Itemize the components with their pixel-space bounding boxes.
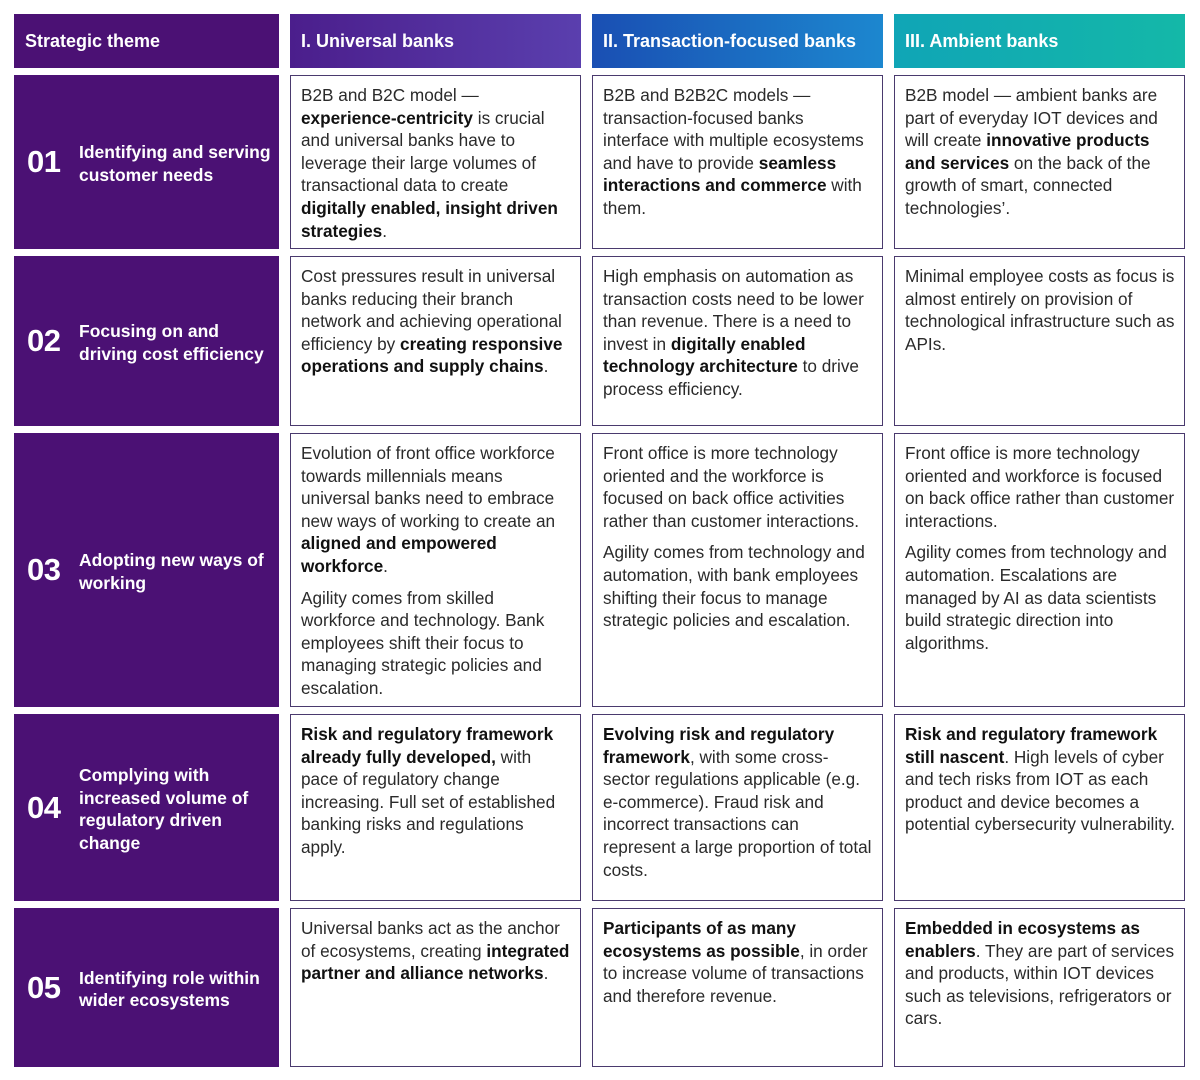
cell-paragraph [905, 265, 1176, 355]
emphasis-text: digitally enabled, insight driven strategies [301, 197, 558, 241]
emphasis-text: seamless interactions and commerce [603, 152, 837, 196]
cell-05-transaction-focused-banks [592, 908, 883, 1067]
emphasis-text: experience-centricity [301, 107, 473, 128]
cell-04-transaction-focused-banks [592, 714, 883, 901]
body-text: on the back of the growth of smart, connected technologies’. [905, 152, 1151, 218]
cell-03-universal-banks [290, 433, 581, 707]
body-text: Universal banks act as the anchor of ecosystems, creating [301, 918, 560, 961]
body-text: . High levels of cyber and tech risks from IOT as each product and device becomes a potential cybersecurity vulnerability. [905, 746, 1176, 835]
cell-01-ambient-banks [894, 75, 1185, 249]
emphasis-text: creating responsive operations and supply chains [301, 333, 563, 377]
body-text: with pace of regulatory change increasing. Full set of established banking risks and regulations apply. [301, 746, 556, 857]
cell-paragraph [301, 723, 572, 859]
theme-cell-05 [14, 908, 279, 1067]
cell-paragraph [905, 541, 1176, 654]
cell-05-universal-banks [290, 908, 581, 1067]
body-text: . [383, 555, 388, 576]
body-text: Agility comes from technology and automation, with bank employees shifting their focus to manage strategic policies and escalation. [603, 542, 865, 631]
emphasis-text: innovative products and services [905, 130, 1150, 173]
body-text: Evolution of front office workforce towards millennials means universal banks need to embrace new ways of working to create an [301, 443, 556, 531]
body-text: B2B and B2B2C models — transaction-focused banks interface with multiple ecosystems and have to provide [603, 85, 864, 173]
strategic-theme-table [14, 14, 1185, 1067]
emphasis-text: Risk and regulatory framework still nascent [905, 724, 1158, 767]
cell-05-ambient-banks [894, 908, 1185, 1067]
cell-paragraph [301, 442, 572, 578]
theme-cell-01 [14, 75, 279, 249]
body-text: . [382, 220, 387, 241]
cell-paragraph [301, 265, 572, 378]
cell-paragraph [905, 442, 1176, 532]
emphasis-text: aligned and empowered workforce [301, 533, 497, 576]
body-text: is crucial and universal banks have to leverage their large volumes of transactional data to create [301, 107, 545, 196]
body-text: Minimal employee costs as focus is almost entirely on provision of technological infrastructure such as APIs. [905, 266, 1175, 354]
cell-paragraph [603, 541, 874, 631]
cell-01-universal-banks [290, 75, 581, 249]
body-text: Cost pressures result in universal banks reducing their branch network and achieving operational efficiency by [301, 266, 562, 354]
cell-03-ambient-banks [894, 433, 1185, 707]
emphasis-text: integrated partner and alliance networks [301, 940, 570, 984]
cell-04-ambient-banks [894, 714, 1185, 901]
cell-paragraph [603, 84, 874, 220]
cell-paragraph [603, 265, 874, 401]
body-text: with them. [603, 175, 862, 218]
body-text: . [543, 963, 549, 984]
theme-title: Adopting new ways of working [79, 550, 264, 593]
theme-title: Identifying and serving customer needs [79, 142, 271, 185]
cell-paragraph [905, 84, 1176, 220]
body-text: Agility comes from technology and automation. Escalations are managed by AI as data scientists build strategic direction into algorithms. [905, 542, 1167, 653]
cell-paragraph [603, 723, 874, 881]
theme-number: 02 [27, 323, 61, 358]
body-text: Front office is more technology oriented and the workforce is focused on back office activities rather than customer interactions. [603, 443, 860, 531]
header-strategic-theme: Strategic theme [14, 14, 279, 68]
cell-paragraph [603, 442, 874, 532]
emphasis-text: Participants of as many ecosystems as possible [603, 918, 800, 961]
body-text: , in order to increase volume of transactions and therefore revenue. [603, 940, 868, 1006]
cell-paragraph [301, 587, 572, 700]
theme-title: Focusing on and driving cost efficiency [79, 321, 264, 364]
theme-number: 05 [27, 969, 61, 1005]
cell-02-universal-banks [290, 256, 581, 426]
cell-02-ambient-banks [894, 256, 1185, 426]
cell-01-transaction-focused-banks [592, 75, 883, 249]
cell-03-transaction-focused-banks [592, 433, 883, 707]
theme-number: 01 [27, 144, 61, 179]
cell-paragraph [603, 917, 874, 1007]
body-text: B2B model — ambient banks are part of everyday IOT devices and will create [905, 85, 1158, 151]
body-text: . They are part of services and products, within IOT devices such as televisions, refrigerators or cars. [905, 940, 1175, 1029]
cell-02-transaction-focused-banks [592, 256, 883, 426]
emphasis-text: digitally enabled technology architecture [603, 333, 806, 377]
emphasis-text: Risk and regulatory framework already fully developed, [301, 724, 554, 767]
body-text: , with some cross-sector regulations applicable (e.g. e-commerce). Fraud risk and incorrect transactions can represent a large proportion of total costs. [603, 746, 872, 880]
body-text: . [543, 356, 549, 377]
body-text: Front office is more technology oriented and workforce is focused on back office rather than customer interactions. [905, 443, 1175, 531]
header-transaction-focused-banks: II. Transaction-focused banks [592, 14, 883, 68]
cell-paragraph [905, 917, 1176, 1030]
body-text: B2B and B2C model — [301, 85, 479, 105]
header-universal-banks: I. Universal banks [290, 14, 581, 68]
theme-cell-04 [14, 714, 279, 901]
cell-paragraph [301, 917, 572, 985]
cell-paragraph [301, 84, 572, 242]
emphasis-text: Embedded in ecosystems as enablers [905, 918, 1140, 961]
body-text: High emphasis on automation as transaction costs need to be lower than revenue. There is a need to invest in [603, 266, 864, 354]
emphasis-text: Evolving risk and regulatory framework [603, 724, 835, 767]
header-ambient-banks: III. Ambient banks [894, 14, 1185, 68]
theme-number: 04 [27, 789, 61, 825]
theme-number: 03 [27, 552, 61, 587]
theme-cell-02 [14, 256, 279, 426]
cell-04-universal-banks [290, 714, 581, 901]
theme-cell-03 [14, 433, 279, 707]
theme-title: Identifying role within wider ecosystems [79, 967, 260, 1010]
cell-paragraph [905, 723, 1176, 836]
body-text: to drive process efficiency. [603, 356, 859, 399]
body-text: Agility comes from skilled workforce and technology. Bank employees shift their focus to managing strategic policies and escalation. [301, 587, 545, 698]
theme-title: Complying with increased volume of regulatory driven change [79, 765, 249, 853]
